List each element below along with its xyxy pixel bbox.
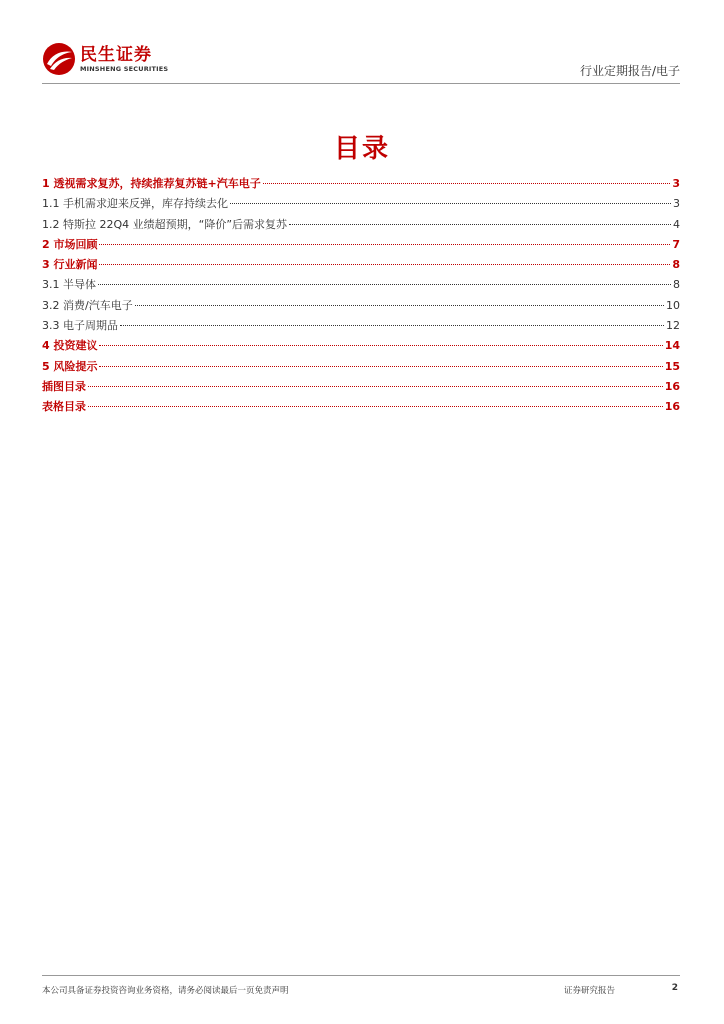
toc-entry-page: 8 [673,278,680,292]
toc-entry-label: 3.1 半导体 [42,278,96,292]
toc-entry[interactable] [42,275,680,295]
toc-dot-leader [88,386,663,387]
table-of-contents [42,174,680,418]
toc-entry-label: 1 透视需求复苏，持续推荐复苏链+汽车电子 [42,177,261,190]
toc-entry-page: 15 [664,359,680,373]
toc-dot-leader [263,183,671,184]
toc-dot-leader [99,366,662,367]
toc-dot-leader [99,244,670,245]
report-type: 行业定期报告/电子 [579,64,680,78]
toc-entry-page: 16 [664,379,680,393]
toc-entry-page: 3 [672,177,680,190]
logo-chinese-name: 民生证券 [80,44,152,65]
toc-entry-label: 1.1 手机需求迎来反弹，库存持续去化 [42,197,228,211]
header-divider [42,83,680,84]
toc-entry[interactable] [42,194,680,214]
toc-entry[interactable] [42,255,680,275]
toc-entry-label: 插图目录 [42,379,86,393]
toc-entry-label: 4 投资建议 [42,339,98,353]
toc-entry[interactable] [42,357,680,377]
footer-divider [42,975,680,976]
toc-entry-page: 14 [664,339,680,353]
toc-dot-leader [99,264,670,265]
toc-entry-label: 2 市场回顾 [42,237,98,251]
logo-english-name: MINSHENG SECURITIES [80,64,169,73]
toc-entry[interactable] [42,336,680,356]
footer-disclaimer: 本公司具备证券投资咨询业务资格，请务必阅读最后一页免责声明 [42,986,289,996]
toc-entry[interactable] [42,235,680,255]
toc-entry[interactable] [42,377,680,397]
toc-entry[interactable] [42,174,680,194]
toc-entry-page: 8 [672,258,680,272]
toc-entry-label: 表格目录 [42,400,86,414]
toc-entry-page: 4 [673,217,680,231]
toc-entry[interactable] [42,296,680,316]
toc-entry-page: 10 [666,298,680,312]
toc-entry-label: 3 行业新闻 [42,258,98,272]
toc-entry-page: 3 [673,197,680,211]
toc-entry-label: 3.3 电子周期品 [42,319,118,333]
toc-title: 目录 [333,134,390,164]
toc-entry[interactable] [42,397,680,417]
minsheng-logo-icon [42,42,76,76]
toc-entry-page: 7 [672,237,680,251]
company-logo [42,42,168,76]
toc-entry-page: 16 [664,400,680,414]
toc-entry-page: 12 [666,319,680,333]
toc-entry[interactable] [42,316,680,336]
toc-entry-label: 1.2 特斯拉 22Q4 业绩超预期，“降价”后需求复苏 [42,217,288,231]
toc-dot-leader [230,203,671,204]
page-header [42,40,680,84]
toc-dot-leader [88,406,663,407]
toc-entry-label: 5 风险提示 [42,359,98,373]
toc-dot-leader [135,305,664,306]
toc-dot-leader [120,325,664,326]
toc-entry-label: 3.2 消费/汽车电子 [42,298,133,312]
footer-doc-type: 证券研究报告 [564,986,616,996]
toc-dot-leader [98,284,671,285]
toc-dot-leader [289,224,671,225]
toc-dot-leader [99,345,662,346]
toc-entry[interactable] [42,215,680,235]
page-number: 2 [671,983,678,993]
